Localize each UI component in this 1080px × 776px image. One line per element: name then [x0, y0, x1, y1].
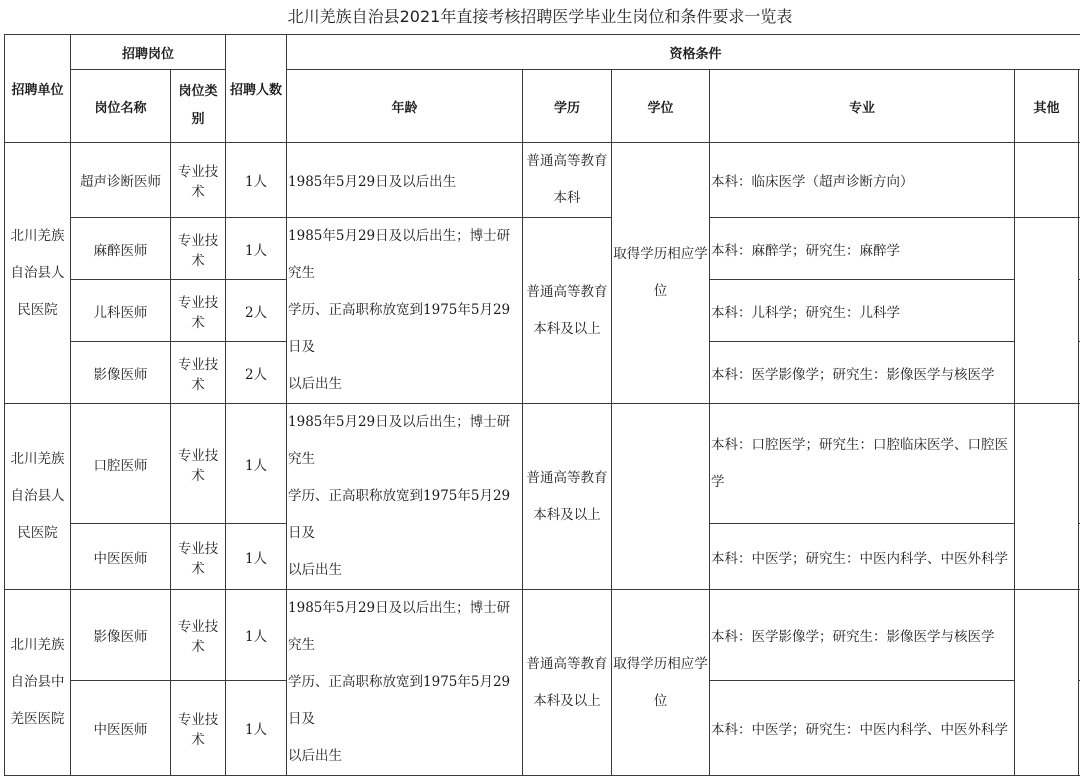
- education-line: 本科及以上: [524, 497, 610, 534]
- other-requirement: [1015, 218, 1079, 404]
- education-line: 普通高等教育: [524, 460, 610, 497]
- hire-count: 1人: [226, 404, 287, 524]
- education-requirement: [523, 404, 612, 590]
- unit-line: 北川羌族: [6, 627, 69, 664]
- header-unit: 招聘单位: [5, 35, 71, 143]
- hire-count: 1人: [226, 590, 287, 681]
- age-line: 1985年5月29日及以后出生；博士研究生: [288, 404, 521, 478]
- unit-line: 民医院: [6, 515, 69, 552]
- position-name: 麻醉医师: [71, 218, 171, 280]
- header-education: 学历: [523, 70, 612, 143]
- position-type: 专业技术: [171, 590, 226, 681]
- recruitment-table: [4, 34, 1080, 776]
- position-type: 专业技术: [171, 342, 226, 404]
- education-requirement: [523, 143, 612, 218]
- major-line: 本科：口腔医学；研究生：口腔临床医学、口腔医: [711, 427, 1013, 464]
- age-line: 学历、正高职称放宽到1975年5月29日及: [288, 292, 521, 366]
- education-requirement: [523, 218, 612, 404]
- table-row: [5, 404, 1080, 524]
- degree-requirement-blank: [612, 404, 710, 590]
- major-requirement: 本科：中医学；研究生：中医内科学、中医外科学: [710, 681, 1015, 776]
- education-line: 本科: [524, 180, 610, 217]
- age-line: 以后出生: [288, 366, 521, 403]
- hire-count: 2人: [226, 342, 287, 404]
- header-qualifications: 资格条件: [287, 35, 1080, 70]
- table-row: [5, 590, 1080, 681]
- major-requirement: 本科：儿科学；研究生：儿科学: [710, 280, 1015, 342]
- header-major: 专业: [710, 70, 1015, 143]
- hire-count: 1人: [226, 218, 287, 280]
- header-degree: 学位: [612, 70, 710, 143]
- major-requirement: 本科：临床医学（超声诊断方向）: [710, 143, 1015, 218]
- age-requirement: 1985年5月29日及以后出生: [287, 143, 523, 218]
- unit-line: 自治县人: [6, 478, 69, 515]
- position-name: 口腔医师: [71, 404, 171, 524]
- position-type: 专业技术: [171, 404, 226, 524]
- position-name: 中医医师: [71, 524, 171, 590]
- position-type: 专业技术: [171, 681, 226, 776]
- education-line: 普通高等教育: [524, 143, 610, 180]
- position-type: 专业技术: [171, 218, 226, 280]
- header-position-group: 招聘岗位: [71, 35, 226, 70]
- header-other: 其他: [1015, 70, 1079, 143]
- unit-line: 北川羌族: [6, 218, 69, 255]
- header-position-type: [171, 70, 226, 143]
- position-name: 儿科医师: [71, 280, 171, 342]
- other-requirement: [1015, 590, 1079, 776]
- position-name: 影像医师: [71, 590, 171, 681]
- header-position-name: 岗位名称: [71, 70, 171, 143]
- unit-line: 北川羌族: [6, 441, 69, 478]
- degree-line: 位: [613, 273, 708, 310]
- unit-line: 自治县中: [6, 664, 69, 701]
- degree-line: 取得学历相应学: [613, 646, 708, 683]
- position-type: 专业技术: [171, 143, 226, 218]
- education-line: 普通高等教育: [524, 646, 610, 683]
- age-requirement: [287, 590, 523, 776]
- degree-line: 取得学历相应学: [613, 236, 708, 273]
- position-type: 专业技术: [171, 524, 226, 590]
- unit-people-hospital: [5, 143, 71, 404]
- header-age: 年龄: [287, 70, 523, 143]
- major-requirement: [710, 404, 1015, 524]
- hire-count: 1人: [226, 143, 287, 218]
- unit-tcm-hospital: [5, 590, 71, 776]
- hire-count: 2人: [226, 280, 287, 342]
- position-name: 中医医师: [71, 681, 171, 776]
- other-requirement: [1015, 143, 1079, 218]
- header-position-type-line1: 岗位类: [172, 78, 224, 106]
- major-requirement: 本科：医学影像学；研究生：影像医学与核医学: [710, 342, 1015, 404]
- education-line: 本科及以上: [524, 311, 610, 348]
- age-line: 学历、正高职称放宽到1975年5月29日及: [288, 664, 521, 738]
- age-line: 学历、正高职称放宽到1975年5月29日及: [288, 478, 521, 552]
- page-title: 北川羌族自治县2021年直接考核招聘医学毕业生岗位和条件要求一览表: [0, 0, 1080, 34]
- unit-line: 自治县人: [6, 255, 69, 292]
- age-requirement: [287, 404, 523, 590]
- age-requirement: [287, 218, 523, 404]
- major-line: 学: [711, 464, 1013, 501]
- education-line: 普通高等教育: [524, 274, 610, 311]
- position-type: 专业技术: [171, 280, 226, 342]
- age-line: 以后出生: [288, 552, 521, 589]
- header-count: 招聘人数: [226, 35, 287, 143]
- unit-line: 民医院: [6, 292, 69, 329]
- hire-count: 1人: [226, 524, 287, 590]
- age-line: 1985年5月29日及以后出生；博士研究生: [288, 218, 521, 292]
- position-name: 超声诊断医师: [71, 143, 171, 218]
- education-requirement: [523, 590, 612, 776]
- table-row: [5, 143, 1080, 218]
- age-line: 以后出生: [288, 738, 521, 775]
- degree-line: 位: [613, 683, 708, 720]
- other-requirement: [1015, 404, 1079, 590]
- header-position-type-line2: 别: [172, 106, 224, 134]
- major-requirement: 本科：麻醉学；研究生：麻醉学: [710, 218, 1015, 280]
- unit-line: 羌医医院: [6, 701, 69, 738]
- age-line: 1985年5月29日及以后出生；博士研究生: [288, 590, 521, 664]
- degree-requirement: [612, 143, 710, 404]
- major-requirement: 本科：医学影像学；研究生：影像医学与核医学: [710, 590, 1015, 681]
- table-row: [5, 218, 1080, 280]
- unit-people-hospital-2: [5, 404, 71, 590]
- position-name: 影像医师: [71, 342, 171, 404]
- education-line: 本科及以上: [524, 683, 610, 720]
- hire-count: 1人: [226, 681, 287, 776]
- degree-requirement: [612, 590, 710, 776]
- major-requirement: 本科：中医学；研究生：中医内科学、中医外科学: [710, 524, 1015, 590]
